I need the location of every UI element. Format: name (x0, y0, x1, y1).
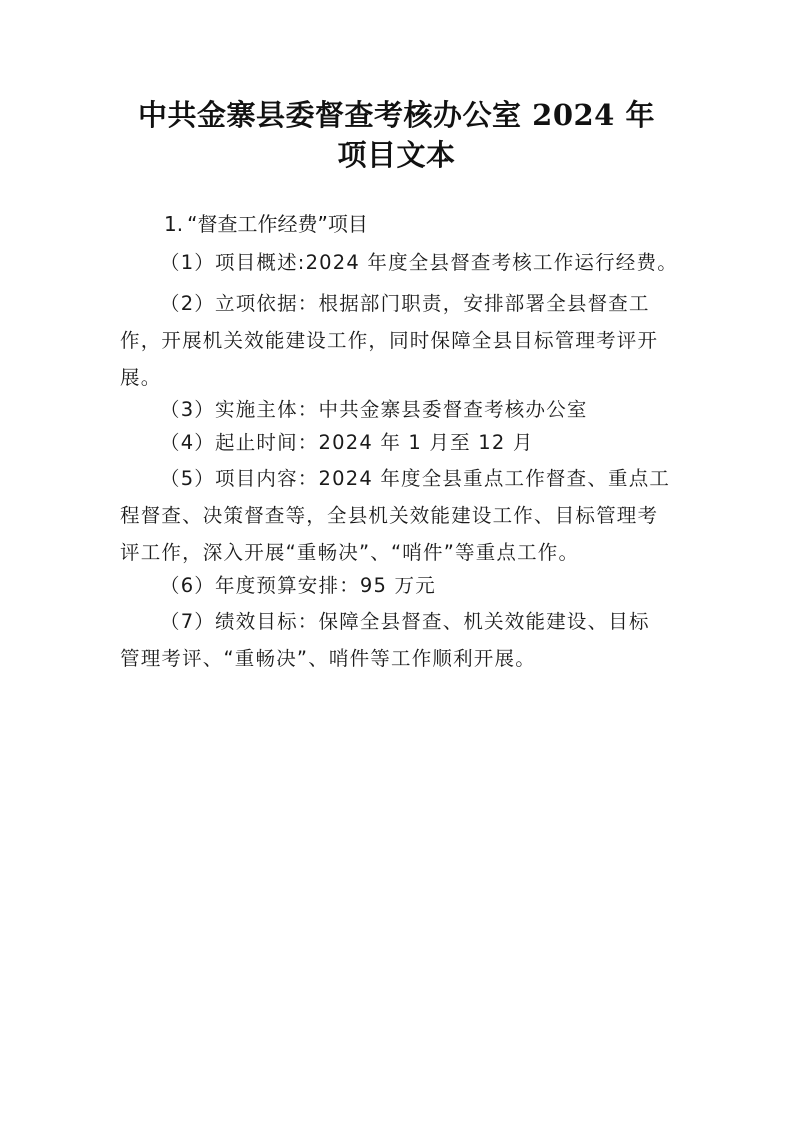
document-title-line-2: 项目文本 (337, 138, 456, 172)
paragraph-line: （7）绩效目标：保障全县督查、机关效能建设、目标 (160, 610, 650, 633)
paragraph-line: （6）年度预算安排：95 万元 (160, 574, 436, 597)
item-budget (120, 567, 680, 604)
section-title: “督查工作经费”项目 (187, 212, 368, 236)
section-heading (164, 210, 368, 238)
paragraph-line: 作，开展机关效能建设工作，同时保障全县目标管理考评开 (120, 329, 659, 352)
item-period (120, 424, 680, 461)
item-content (120, 460, 680, 571)
item-overview (120, 244, 680, 281)
paragraph-line: （3）实施主体：中共金寨县委督查考核办公室 (160, 398, 588, 421)
section-number: 1. (164, 212, 184, 236)
paragraph-line: （4）起止时间：2024 年 1 月至 12 月 (160, 431, 534, 454)
paragraph-line: （5）项目内容：2024 年度全县重点工作督查、重点工 (160, 467, 671, 490)
paragraph-line: （2）立项依据：根据部门职责，安排部署全县督查工 (160, 292, 650, 315)
paragraph-line: 程督查、决策督查等，全县机关效能建设工作、目标管理考 (120, 504, 659, 527)
paragraph-line: 展。 (120, 366, 162, 389)
item-implementer (120, 391, 680, 428)
paragraph-line: 评工作，深入开展“重畅决”、“哨件”等重点工作。 (120, 541, 580, 564)
item-basis (120, 285, 680, 396)
item-performance-goal (120, 603, 680, 677)
paragraph-line: （1）项目概述:2024 年度全县督查考核工作运行经费。 (160, 251, 678, 274)
document-title-line-1: 中共金寨县委督查考核办公室 2024 年 (138, 98, 655, 132)
paragraph-line: 管理考评、“重畅决”、哨件等工作顺利开展。 (120, 647, 536, 670)
